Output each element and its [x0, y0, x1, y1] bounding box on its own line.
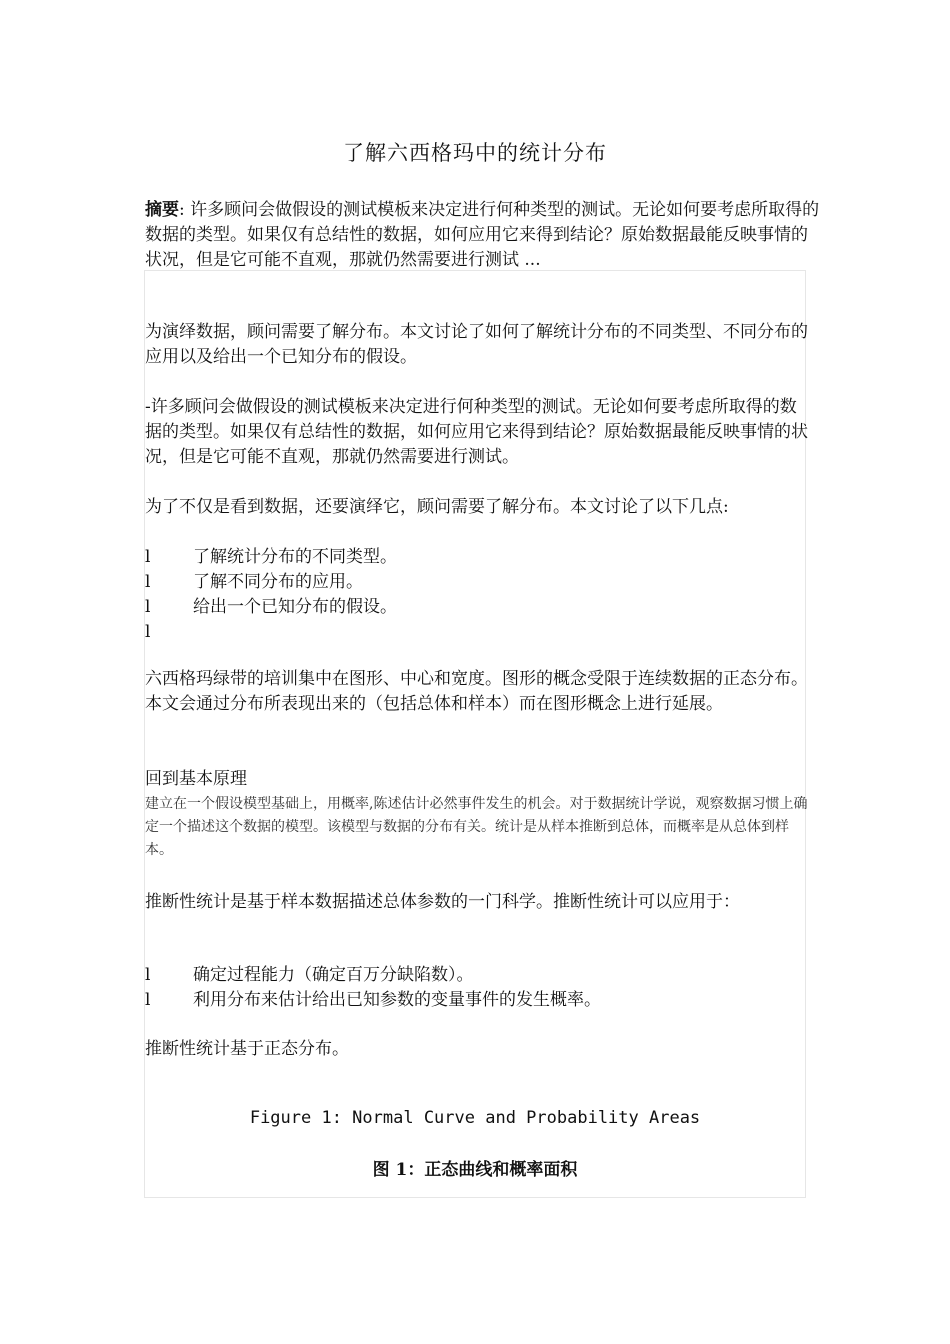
bullet-marker: l	[145, 965, 151, 985]
paragraph-points-lead: 为了不仅是看到数据，还要演绎它，顾问需要了解分布。本文讨论了以下几点:	[145, 497, 729, 517]
list-item	[145, 963, 805, 988]
bullet-marker: l	[145, 547, 151, 567]
paragraph-normal-basis: 推断性统计基于正态分布。	[145, 1039, 349, 1059]
list-item-text: 利用分布来估计给出已知参数的变量事件的发生概率。	[193, 990, 601, 1010]
document-title: 了解六西格玛中的统计分布	[343, 141, 607, 165]
list-item-text: 了解不同分布的应用。	[193, 572, 363, 592]
figure-caption-chinese: 图 1：正态曲线和概率面积	[372, 1160, 578, 1180]
list-item	[145, 620, 805, 645]
list-item	[145, 570, 805, 595]
paragraph-basics: 建立在一个假设模型基础上，用概率,陈述估计必然事件发生的机会。对于数据统计学说，观察数据习惯上确定一个描述这个数据的模型。该模型与数据的分布有关。统计是从样本推断到总体，而概率是从总体到样本。	[145, 796, 808, 858]
list-item-text: 确定过程能力（确定百万分缺陷数）。	[193, 965, 474, 985]
bullet-marker: l	[145, 572, 151, 592]
list-item	[145, 545, 805, 570]
list-item-text: 了解统计分布的不同类型。	[193, 547, 397, 567]
bullet-marker: l	[145, 990, 151, 1010]
paragraph-intro: 为演绎数据，顾问需要了解分布。本文讨论了如何了解统计分布的不同类型、不同分布的应用以及给出一个已知分布的假设。	[145, 322, 808, 367]
section-heading-basics: 回到基本原理	[145, 769, 247, 789]
list-item-text: 给出一个已知分布的假设。	[193, 597, 397, 617]
list-item	[145, 988, 805, 1013]
abstract	[145, 198, 820, 273]
bullet-marker: l	[145, 622, 151, 642]
abstract-label: 摘要	[145, 200, 179, 220]
abstract-text: : 许多顾问会做假设的测试模板来决定进行何种类型的测试。无论如何要考虑所取得的数据的类型。如果仅有总结性的数据，如何应用它来得到结论？原始数据最能反映事情的状况，但是它可能不直观，那就仍然需要进行测试 ...	[145, 200, 820, 270]
paragraph-six-sigma: 六西格玛绿带的培训集中在图形、中心和宽度。图形的概念受限于连续数据的正态分布。本文会通过分布所表现出来的（包括总体和样本）而在图形概念上进行延展。	[145, 669, 808, 714]
list-item	[145, 595, 805, 620]
figure-caption-english: Figure 1: Normal Curve and Probability Areas	[249, 1108, 701, 1128]
bullet-marker: l	[145, 597, 151, 617]
paragraph-inferential: 推断性统计是基于样本数据描述总体参数的一门科学。推断性统计可以应用于：	[145, 892, 740, 912]
paragraph-repeat-abstract: -许多顾问会做假设的测试模板来决定进行何种类型的测试。无论如何要考虑所取得的数据的类型。如果仅有总结性的数据，如何应用它来得到结论？原始数据最能反映事情的状况，但是它可能不直观，那就仍然需要进行测试。	[145, 397, 808, 467]
